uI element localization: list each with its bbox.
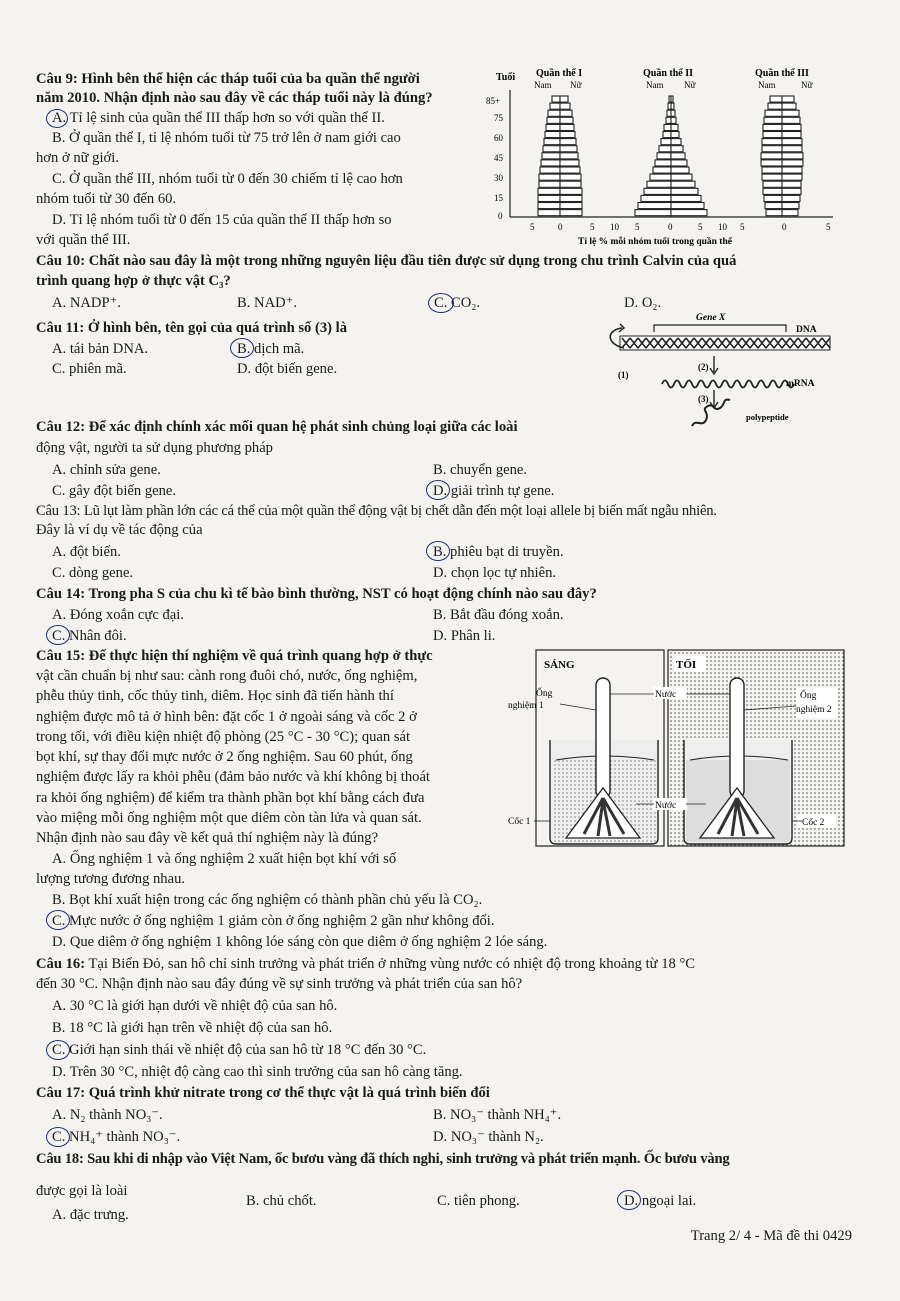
q9-age-tick: 75 [494, 113, 503, 123]
q18-option-a[interactable]: A. đặc trưng. [52, 1207, 129, 1223]
q9-pop1-title: Quần thể I [536, 68, 583, 79]
answer-mark-q12 [426, 480, 450, 500]
q9-x-tick: 5 [635, 222, 640, 232]
q14-option-c[interactable]: C. Nhân đôi. [52, 628, 127, 644]
q13-option-b[interactable]: B. phiêu bạt di truyền. [433, 544, 564, 560]
pyramid-bar [560, 110, 572, 116]
q18-option-b[interactable]: B. chủ chốt. [246, 1193, 317, 1209]
q14-option-a[interactable]: A. Đóng xoắn cực đại. [52, 607, 184, 623]
q11-process-1: (1) [618, 370, 629, 380]
q11-mrna-label: mRNA [786, 379, 815, 389]
q9-pop3-male: Nam [758, 80, 776, 90]
q17-option-c[interactable]: C. NH₄⁺ thành NO₃⁻. [52, 1129, 181, 1145]
q10-line-2: trình quang hợp ở thực vật C₃? [36, 273, 231, 289]
q12-option-d[interactable]: D. giải trình tự gene. [433, 483, 555, 499]
q16-option-b[interactable]: B. 18 °C là giới hạn trên về nhiệt độ của san hô. [52, 1020, 333, 1036]
answer-mark-q11 [230, 338, 254, 358]
pyramid-bar [659, 146, 671, 152]
q9-pyramid-1 [538, 96, 582, 216]
answer-mark-q10 [428, 293, 454, 313]
q16-option-c[interactable]: C. Giới hạn sinh thái về nhiệt độ của san hô từ 18 °C đến 30 °C. [52, 1042, 427, 1058]
pyramid-bar [782, 96, 794, 102]
q9-line-1: Câu 9: Hình bên thể hiện các tháp tuổi của ba quần thể người [36, 71, 420, 87]
q11-gene-expression-figure [600, 308, 840, 438]
pyramid-bar [560, 174, 581, 180]
pyramid-bar [671, 132, 679, 138]
pyramid-bar [782, 117, 800, 123]
pyramid-bar [671, 203, 704, 209]
pyramid-bar [671, 188, 698, 194]
q9-x-tick: 5 [590, 222, 595, 232]
pyramid-bar [782, 103, 796, 109]
q15-tube2-label-2: nghiệm 2 [796, 705, 832, 715]
q15-option-b[interactable]: B. Bọt khí xuất hiện trong các ống nghiệm có thành phần chủ yếu là CO₂. [52, 892, 483, 908]
q15-line-9: vào miệng mỗi ống nghiệm một que diêm còn tàn lửa và quan sát. [36, 810, 422, 826]
pyramid-bar [671, 167, 689, 173]
q15-cup1-label: Cốc 1 [508, 817, 531, 827]
q9-line-2: năm 2010. Nhận định nào sau đây về các tháp tuổi này là đúng? [36, 90, 433, 106]
q17-option-b[interactable]: B. NO₃⁻ thành NH₄⁺. [433, 1107, 562, 1123]
q17-option-d[interactable]: D. NO₃⁻ thành N₂. [433, 1129, 544, 1145]
q9-x-tick: 0 [668, 222, 673, 232]
pyramid-bar [663, 132, 671, 138]
pyramid-bar [671, 160, 687, 166]
q15-line-7: nghiệm được lấy ra khỏi phễu (đảm bảo nước và khí không bị thoát [36, 769, 430, 785]
q15-line-8: ra khỏi ống nghiệm) để kiểm tra thành phần bọt khí bằng cách đưa [36, 790, 425, 806]
answer-mark-q17 [46, 1127, 70, 1147]
pyramid-bar [782, 203, 799, 209]
q9-x-axis-label: Tỉ lệ % mỗi nhóm tuổi trong quần thể [578, 237, 732, 247]
q10-option-c[interactable]: C. CO₂. [434, 295, 481, 311]
pyramid-bar [671, 153, 685, 159]
q11-option-a[interactable]: A. tái bản DNA. [52, 341, 149, 357]
pyramid-bar [671, 96, 673, 102]
q11-option-c[interactable]: C. phiên mã. [52, 361, 127, 377]
q14-option-b[interactable]: B. Bắt đầu đóng xoắn. [433, 607, 564, 623]
q9-option-a[interactable]: A. Tỉ lệ sinh của quần thể III thấp hơn so với quần thể II. [52, 110, 385, 126]
pyramid-bar [782, 146, 802, 152]
pyramid-bar [647, 181, 671, 187]
q15-light-label: SÁNG [544, 659, 575, 671]
q12-line-1: Câu 12: Để xác định chính xác mối quan hệ phát sinh chủng loại giữa các loài [36, 419, 518, 435]
pyramid-bar [661, 139, 671, 145]
pyramid-bar [539, 174, 560, 180]
q9-pop2-title: Quần thể II [643, 68, 694, 79]
pyramid-bar [644, 188, 671, 194]
pyramid-bar [538, 203, 560, 209]
pyramid-bar [770, 96, 782, 102]
pyramid-bar [766, 210, 782, 216]
pyramid-bar [666, 117, 671, 123]
pyramid-bar [538, 188, 560, 194]
pyramid-bar [671, 103, 674, 109]
q16-option-d[interactable]: D. Trên 30 °C, nhiệt độ càng cao thì sinh trưởng của san hô càng tăng. [52, 1064, 463, 1080]
q9-option-b[interactable]: B. Ở quần thể I, tỉ lệ nhóm tuổi từ 75 trở lên ở nam giới cao [52, 130, 401, 146]
q11-process-2: (2) [698, 362, 709, 372]
pyramid-bar [641, 195, 671, 201]
pyramid-bar [764, 195, 782, 201]
q9-x-tick: 10 [610, 222, 619, 232]
q15-tube1-label-2: nghiệm 1 [508, 701, 544, 711]
q9-age-pyramids-figure [478, 62, 870, 252]
q10-line-1: Câu 10: Chất nào sau đây là một trong những nguyên liệu đầu tiên được sử dụng trong chu trình Calvin của quá [36, 253, 737, 269]
q12-line-2: động vật, người ta sử dụng phương pháp [36, 440, 273, 456]
pyramid-bar [762, 146, 782, 152]
q15-photosynthesis-experiment-figure [506, 648, 846, 848]
pyramid-bar [671, 139, 681, 145]
pyramid-bar [560, 203, 582, 209]
q16-option-a[interactable]: A. 30 °C là giới hạn dưới về nhiệt độ của san hô. [52, 998, 338, 1014]
q15-line-10: Nhận định nào sau đây về kết quả thí nghiệm này là đúng? [36, 830, 379, 846]
pyramid-bar [782, 195, 800, 201]
pyramid-bar [560, 124, 574, 130]
pyramid-bar [782, 139, 802, 145]
answer-mark-q9 [46, 109, 68, 128]
q15-option-a-cont: lượng tương đương nhau. [36, 871, 186, 887]
q15-cup2-label: Cốc 2 [802, 818, 825, 828]
answer-mark-q16 [46, 1040, 70, 1060]
q9-age-tick: 0 [498, 211, 503, 221]
q12-option-b[interactable]: B. chuyển gene. [433, 462, 528, 478]
q9-pop2-female: Nữ [684, 80, 696, 90]
pyramid-bar [762, 174, 782, 180]
q12-option-a[interactable]: A. chỉnh sửa gene. [52, 462, 161, 478]
q13-line-2: Đây là ví dụ về tác động của [36, 522, 203, 538]
q9-pop3-female: Nữ [801, 80, 813, 90]
pyramid-bar [560, 188, 582, 194]
page-footer: Trang 2/ 4 - Mã đề thi 0429 [690, 1228, 852, 1244]
q13-option-a[interactable]: A. đột biến. [52, 544, 121, 560]
pyramid-bar [782, 210, 798, 216]
q18-option-c[interactable]: C. tiên phong. [437, 1193, 520, 1209]
pyramid-bar [782, 132, 801, 138]
pyramid-bar [763, 132, 782, 138]
q15-water-label-bottom: Nước [655, 801, 677, 811]
pyramid-bar [671, 174, 692, 180]
q9-pop1-female: Nữ [570, 80, 582, 90]
q13-line-1: Câu 13: Lũ lụt làm phần lớn các cá thể của một quần thể động vật bị chết dẫn đến một loại allele bị biến mất ngẫu nhiên. [36, 503, 717, 519]
pyramid-bar [763, 181, 782, 187]
q11-gene-label: Gene X [696, 313, 726, 323]
q9-age-tick: 85+ [486, 96, 501, 106]
pyramid-bar [671, 146, 683, 152]
q9-pop2-male: Nam [646, 80, 664, 90]
q15-line-4: nghiệm được mô tả ở hình bên: đặt cốc 1 ở ngoài sáng và cốc 2 ở [36, 709, 417, 725]
pyramid-bar [671, 117, 676, 123]
q15-option-c[interactable]: C. Mực nước ở ống nghiệm 1 giảm còn ở ống nghiệm 2 gần như không đổi. [52, 913, 495, 929]
q17-line: Câu 17: Quá trình khử nitrate trong cơ thể thực vật là quá trình biến đổi [36, 1085, 490, 1101]
q9-pyramid-2 [635, 96, 707, 216]
q15-line-6: bọt khí, sự thay đổi mực nước ở 2 ống nghiệm. Sau 60 phút, ống [36, 749, 413, 765]
pyramid-bar [544, 139, 560, 145]
q15-option-a[interactable]: A. Ống nghiệm 1 và ống nghiệm 2 xuất hiện bọt khí với số [52, 851, 397, 867]
pyramid-bar [540, 167, 560, 173]
q18-option-d[interactable]: D. ngoại lai. [624, 1193, 697, 1209]
q15-option-d[interactable]: D. Que diêm ở ống nghiệm 1 không lóe sáng còn que diêm ở ống nghiệm 2 lóe sáng. [52, 934, 548, 950]
mrna-strand [662, 381, 794, 388]
q17-option-a[interactable]: A. N₂ thành NO₃⁻. [52, 1107, 163, 1123]
q9-x-tick: 5 [530, 222, 535, 232]
pyramid-bar [763, 188, 782, 194]
pyramid-bar [552, 96, 560, 102]
pyramid-bar [782, 160, 803, 166]
pyramid-bar [560, 139, 576, 145]
q9-pyramid-3 [761, 96, 803, 216]
pyramid-bar [560, 153, 578, 159]
pyramid-bar [560, 117, 573, 123]
pyramid-bar [638, 203, 671, 209]
q9-option-c-cont: nhóm tuổi từ 30 đến 60. [36, 191, 177, 207]
pyramid-bar [657, 153, 671, 159]
pyramid-bar [671, 181, 695, 187]
q15-line-2: vật cần chuẩn bị như sau: cành rong đuôi chó, nước, ống nghiệm, [36, 668, 418, 684]
q15-dark-label: TỐI [676, 659, 697, 671]
pyramid-bar [671, 210, 707, 216]
pyramid-bar [762, 167, 782, 173]
pyramid-bar [560, 96, 568, 102]
pyramid-bar [761, 160, 782, 166]
q15-water-label-top: Nước [655, 690, 677, 700]
pyramid-bar [560, 181, 581, 187]
q9-x-tick: 0 [782, 222, 787, 232]
q14-line: Câu 14: Trong pha S của chu kì tế bào bình thường, NST có hoạt động chính nào sau đây? [36, 586, 597, 602]
q14-option-d[interactable]: D. Phân li. [433, 628, 496, 644]
q11-option-b[interactable]: B. dịch mã. [237, 341, 305, 357]
pyramid-bar [765, 203, 782, 209]
q9-option-c[interactable]: C. Ở quần thể III, nhóm tuổi từ 0 đến 30 chiếm tỉ lệ cao hơn [52, 171, 403, 187]
q12-option-c[interactable]: C. gây đột biến gene. [52, 483, 177, 499]
pyramid-bar [761, 153, 782, 159]
pyramid-bar [560, 195, 582, 201]
q10-option-d[interactable]: D. O₂. [624, 295, 662, 311]
pyramid-bar [664, 124, 671, 130]
q9-age-tick: 15 [494, 193, 503, 203]
beaker-1 [550, 678, 658, 844]
pyramid-bar [547, 117, 560, 123]
q9-option-d-cont: với quần thể III. [36, 232, 131, 248]
pyramid-bar [560, 210, 582, 216]
answer-mark-q13 [426, 541, 450, 561]
q11-option-d[interactable]: D. đột biến gene. [237, 361, 338, 377]
q15-tube2-label-1: Ống [800, 691, 817, 701]
pyramid-bar [538, 210, 560, 216]
q11-dna-label: DNA [796, 325, 817, 335]
pyramid-bar [543, 146, 560, 152]
q9-pop3-title: Quần thể III [755, 68, 809, 79]
pyramid-bar [548, 110, 560, 116]
pyramid-bar [671, 124, 678, 130]
q11-line: Câu 11: Ở hình bên, tên gọi của quá trình số (3) là [36, 320, 347, 336]
q9-option-d[interactable]: D. Tỉ lệ nhóm tuổi từ 0 đến 15 của quần thể II thấp hơn so [52, 212, 392, 228]
pyramid-bar [541, 160, 560, 166]
pyramid-bar [782, 167, 802, 173]
q15-line-5: trong tối, với điều kiện nhiệt độ phòng (25 °C - 30 °C); quan sát [36, 729, 411, 745]
pyramid-bar [763, 124, 782, 130]
answer-mark-q14 [46, 625, 70, 645]
q13-option-c[interactable]: C. dòng gene. [52, 565, 134, 581]
q15-tube1-label-1: Ống [536, 689, 553, 699]
q9-pop1-male: Nam [534, 80, 552, 90]
q9-x-tick: 5 [826, 222, 831, 232]
q9-x-tick: 5 [698, 222, 703, 232]
pyramid-bar [764, 117, 782, 123]
pyramid-bar [546, 124, 560, 130]
q11-process-3: (3) [698, 394, 709, 404]
q15-line-3: phễu thủy tinh, cốc thủy tinh, diêm. Học sinh đã tiến hành thí [36, 688, 394, 704]
q9-age-tick: 30 [494, 173, 503, 183]
pyramid-bar [653, 167, 671, 173]
pyramid-bar [650, 174, 671, 180]
pyramid-bar [560, 146, 577, 152]
pyramid-bar [671, 195, 701, 201]
pyramid-bar [560, 132, 575, 138]
pyramid-bar [671, 110, 675, 116]
q9-age-tick: 45 [494, 153, 503, 163]
q18-line-1: Câu 18: Sau khi di nhập vào Việt Nam, ốc bươu vàng đã thích nghi, sinh trưởng và phát triển mạnh. Ốc bươu vàng [36, 1151, 730, 1167]
pyramid-bar [667, 110, 671, 116]
answer-mark-q18 [617, 1190, 641, 1210]
pyramid-bar [762, 139, 782, 145]
pyramid-bar [635, 210, 671, 216]
q9-option-b-cont: hơn ở nữ giới. [36, 150, 119, 166]
answer-mark-q15 [46, 910, 70, 930]
q15-line-1: Câu 15: Để thực hiện thí nghiệm về quá trình quang hợp ở thực [36, 648, 433, 664]
pyramid-bar [782, 188, 801, 194]
q13-option-d[interactable]: D. chọn lọc tự nhiên. [433, 565, 557, 581]
q9-age-tick: 60 [494, 133, 503, 143]
pyramid-bar [782, 174, 802, 180]
pyramid-bar [782, 153, 803, 159]
q10-option-b[interactable]: B. NAD⁺. [237, 295, 297, 311]
pyramid-bar [539, 181, 560, 187]
q9-age-axis-label: Tuổi [496, 72, 516, 83]
pyramid-bar [765, 110, 782, 116]
pyramid-bar [560, 167, 580, 173]
q18-line-2: được gọi là loài [36, 1183, 128, 1199]
q10-option-a[interactable]: A. NADP⁺. [52, 295, 121, 311]
q9-x-tick: 10 [718, 222, 727, 232]
pyramid-bar [545, 132, 560, 138]
pyramid-bar [782, 181, 801, 187]
q9-x-tick: 0 [558, 222, 563, 232]
q16-line-1: Câu 16: Tại Biển Đỏ, san hô chỉ sinh trưởng và phát triển ở những vùng nước có nhiệt độ trong khoảng từ 18 °C [36, 956, 696, 972]
q11-polypeptide-label: polypeptide [746, 412, 789, 422]
pyramid-bar [538, 195, 560, 201]
pyramid-bar [542, 153, 560, 159]
pyramid-bar [560, 160, 579, 166]
pyramid-bar [560, 103, 570, 109]
pyramid-bar [782, 124, 801, 130]
q16-line-2: đến 30 °C. Nhận định nào sau đây đúng về sự sinh trưởng và phát triển của san hô? [36, 976, 523, 992]
q9-x-tick: 5 [740, 222, 745, 232]
pyramid-bar [782, 110, 799, 116]
pyramid-bar [768, 103, 782, 109]
pyramid-bar [655, 160, 671, 166]
pyramid-bar [550, 103, 560, 109]
